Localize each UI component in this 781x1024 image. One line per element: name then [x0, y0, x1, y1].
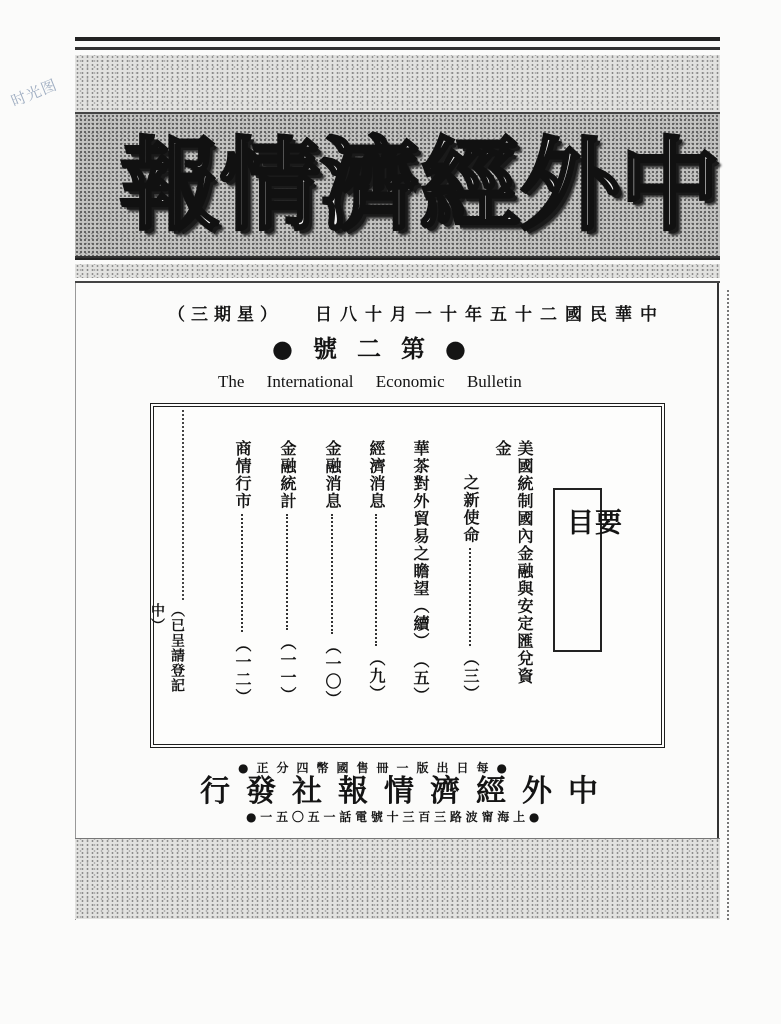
contents-item-page: （五） [411, 651, 430, 704]
contents-item [458, 474, 482, 702]
contents-item [493, 440, 534, 702]
contents-item-title: 之新使命 [461, 474, 480, 544]
weekday: （星期三） [168, 305, 283, 325]
page-frame-left [75, 283, 76, 920]
issue-date: 中華民國二十五年十一月十八日 [315, 305, 665, 325]
publisher-address: ●上海甯波路三百三十號電話一五〇五一● [246, 810, 544, 824]
masthead-rule [75, 258, 720, 260]
contents-item-title: 金融統計 [278, 440, 297, 510]
contents-item-page: （三） [461, 649, 480, 702]
bottom-band [75, 838, 720, 919]
masthead-band [75, 112, 720, 258]
contents-item-page: （一〇） [323, 638, 342, 708]
top-rule-inner [75, 47, 720, 50]
masthead-upper-band [75, 55, 720, 112]
contents-item-page: （九） [367, 649, 386, 702]
page-edge-dots [727, 290, 729, 920]
top-rule [75, 37, 720, 41]
contents-item [364, 440, 388, 702]
contents-item-page: （一二） [233, 636, 252, 706]
dot-leader [241, 514, 243, 632]
dot-leader [375, 514, 377, 646]
registration-note-column [149, 603, 185, 715]
publisher: 中外經濟情報社發行 [200, 774, 614, 809]
registration-note: （已呈請登記中） [149, 603, 185, 693]
contents-item-title: 經濟消息 [367, 440, 386, 510]
watermark: 时光图 [8, 75, 60, 111]
contents-item [408, 440, 432, 704]
masthead-rule-lower [75, 281, 720, 283]
english-title: The International Economic Bulletin [218, 372, 522, 391]
contents-item [230, 440, 254, 706]
masthead-stripe [75, 264, 720, 278]
price-line: ●每日出版一冊售國幣四分正● [238, 761, 515, 775]
contents-item [320, 440, 344, 708]
page-frame-right [717, 283, 719, 838]
contents-item-title: 金融消息 [323, 440, 342, 510]
contents-heading: 要目 [562, 508, 621, 597]
masthead-title: 中外經濟情報 [120, 126, 720, 244]
contents-item [275, 440, 299, 704]
issue-number: ●第二號● [272, 334, 486, 363]
contents-item-title: 商情行市 [233, 440, 252, 510]
contents-heading-box [553, 488, 621, 652]
contents-divider [182, 410, 184, 600]
contents-item-title: 華茶對外貿易之瞻望（續） [411, 440, 430, 650]
dot-leader [331, 514, 333, 634]
dot-leader [469, 548, 471, 646]
dot-leader [286, 514, 288, 630]
contents-item-page: （一一） [278, 634, 297, 704]
contents-item-title: 美國統制國內金融與安定匯兌資金 [493, 440, 534, 685]
